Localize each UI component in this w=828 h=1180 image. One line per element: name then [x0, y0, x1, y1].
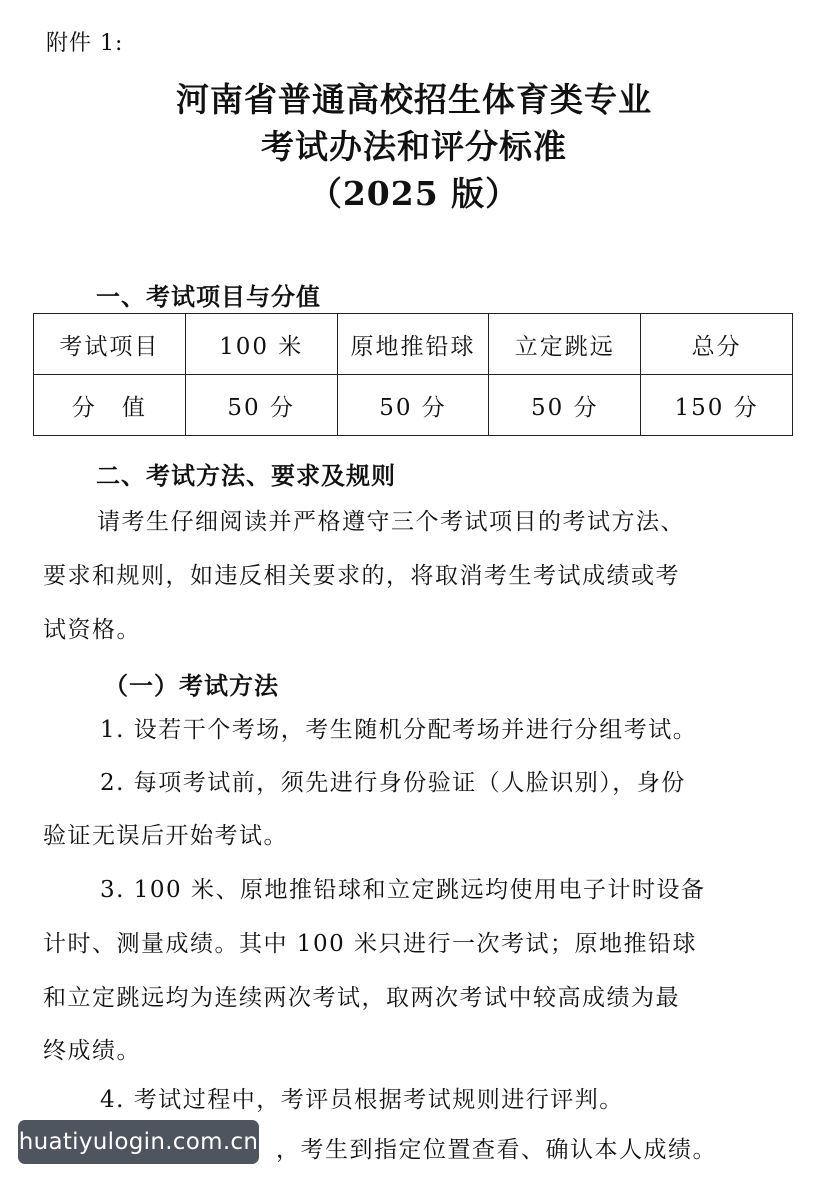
- paragraph-line: 4. 考试过程中，考评员根据考试规则进行评判。: [100, 1087, 624, 1113]
- paragraph-line: 计时、测量成绩。其中 100 米只进行一次考试；原地推铅球: [43, 931, 698, 957]
- section2-heading: 二、考试方法、要求及规则: [96, 461, 396, 490]
- table-cell: 立定跳远: [489, 314, 641, 375]
- section1-heading: 一、考试项目与分值: [96, 282, 321, 311]
- score-table: [33, 313, 793, 436]
- watermark-text: huatiyulogin.com.cn: [18, 1129, 259, 1155]
- paragraph-line: 试资格。: [43, 617, 141, 643]
- paragraph-line: 和立定跳远均为连续两次考试，取两次考试中较高成绩为最: [43, 985, 680, 1011]
- attachment-label: 附件 1:: [46, 31, 124, 56]
- paragraph-line: 要求和规则，如违反相关要求的，将取消考生考试成绩或考: [43, 563, 680, 589]
- table-header-row: [34, 314, 793, 375]
- paragraph-line: 终成绩。: [43, 1038, 141, 1064]
- table-score-row: [34, 375, 793, 436]
- paragraph-line: 1. 设若干个考场，考生随机分配考场并进行分组考试。: [100, 717, 698, 743]
- document-title-line2: 考试办法和评分标准: [261, 127, 567, 166]
- paragraph-line: 请考生仔细阅读并严格遵守三个考试项目的考试方法、: [97, 509, 685, 535]
- table-cell: 50 分: [489, 375, 641, 436]
- paragraph-line: ，考生到指定位置查看、确认本人成绩。: [276, 1137, 717, 1163]
- table-cell: 50 分: [185, 375, 337, 436]
- table-cell: 总分: [641, 314, 793, 375]
- table-cell: 100 米: [185, 314, 337, 375]
- document-title-line3: （2025 版）: [308, 174, 520, 213]
- watermark-badge: [18, 1120, 259, 1164]
- paragraph-line: 2. 每项考试前，须先进行身份验证（人脸识别），身份: [100, 770, 686, 796]
- table-cell: 原地推铅球: [337, 314, 489, 375]
- subsection-heading: （一）考试方法: [104, 671, 279, 700]
- table-cell: 50 分: [337, 375, 489, 436]
- table-cell: 考试项目: [34, 314, 186, 375]
- table-cell: 分 值: [34, 375, 186, 436]
- document-title-line1: 河南省普通高校招生体育类专业: [176, 80, 652, 119]
- table-cell: 150 分: [641, 375, 793, 436]
- paragraph-line: 验证无误后开始考试。: [43, 823, 288, 849]
- paragraph-line: 3. 100 米、原地推铅球和立定跳远均使用电子计时设备: [100, 877, 706, 903]
